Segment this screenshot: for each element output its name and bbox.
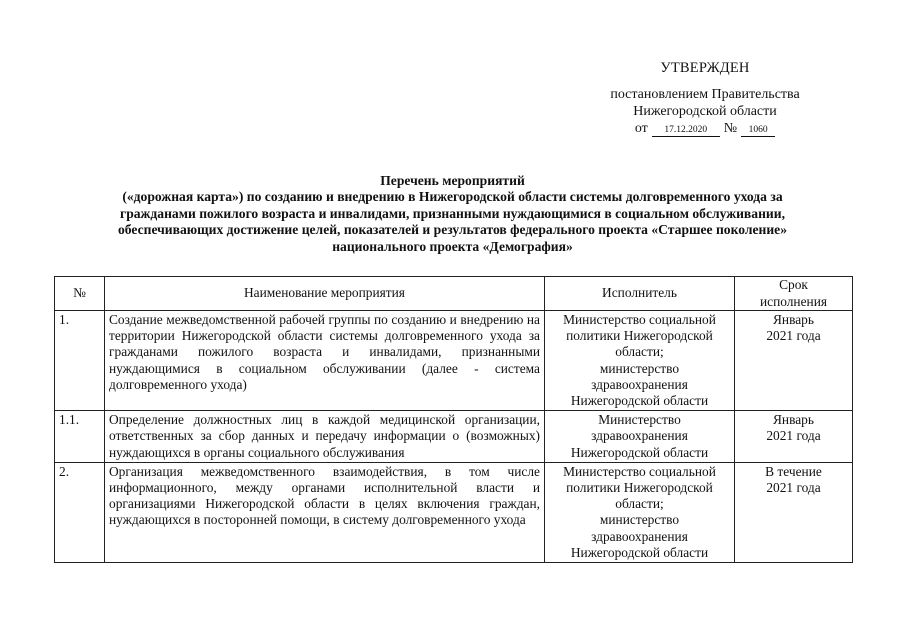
term-line: Январь	[773, 312, 814, 327]
approval-line-2: Нижегородской области	[633, 104, 777, 119]
row-executor	[545, 311, 735, 411]
header-name: Наименование мероприятия	[105, 277, 545, 311]
title-line-1: Перечень мероприятий	[380, 173, 525, 188]
row-num: 2.	[55, 462, 105, 562]
row-executor	[545, 462, 735, 562]
approval-date: 17.12.2020	[652, 124, 720, 137]
executor-line: области;	[615, 344, 664, 360]
events-table	[54, 276, 853, 563]
row-name: Определение должностных лиц в каждой медицинской организации, ответственных за сбор данных и передачу информации о (возможных) нуждающихся в органы социального обслуживания	[105, 411, 545, 463]
executor-line: здравоохранения	[591, 376, 688, 392]
executor-line: Нижегородской области	[570, 393, 709, 409]
term-line: 2021 года	[766, 328, 821, 344]
approval-block	[560, 60, 850, 137]
executor-line: здравоохранения	[591, 428, 688, 444]
title-line-3: гражданами пожилого возраста и инвалидами, признанными нуждающимися в социальном обслуживании,	[120, 205, 785, 221]
header-term-line-2: исполнения	[759, 293, 828, 309]
approval-heading: УТВЕРЖДЕН	[660, 60, 750, 76]
table-row	[55, 411, 853, 463]
header-num: №	[55, 277, 105, 311]
executor-line: политики Нижегородской	[566, 328, 713, 344]
row-name: Создание межведомственной рабочей группы по созданию и внедрению на территории Нижегородской области системы долговременного ухода за гражданами пожилого возраста и инвалидами, признанными нуждающимися в социальном обслуживании (далее - система долговременного ухода)	[105, 311, 545, 411]
document-title	[40, 173, 865, 255]
table-row	[55, 462, 853, 562]
executor-line: Нижегородской области	[570, 444, 709, 460]
title-line-5: национального проекта «Демография»	[332, 238, 573, 254]
executor-line: здравоохранения	[591, 528, 688, 544]
header-term-line-1: Срок	[779, 277, 808, 293]
executor-line: Министерство	[598, 412, 681, 428]
row-num: 1.	[55, 311, 105, 411]
executor-line: министерство	[599, 360, 680, 376]
row-name: Организация межведомственного взаимодействия, в том числе информационного, между органами исполнительной власти и организациями Нижегородской области в целях включения граждан, нуждающихся в посторонней помощи, в систему долговременного ухода	[105, 462, 545, 562]
row-num: 1.1.	[55, 411, 105, 463]
term-line: 2021 года	[766, 480, 821, 496]
header-term	[735, 277, 853, 311]
term-line: Январь	[773, 412, 814, 428]
approval-line-1: постановлением Правительства	[610, 87, 800, 102]
title-line-4: обеспечивающих достижение целей, показателей и результатов федерального проекта «Старшее поколение»	[117, 222, 788, 238]
executor-line: Министерство социальной	[563, 463, 716, 479]
executor-line: Нижегородской области	[570, 544, 709, 560]
table-row	[55, 311, 853, 411]
from-label: от	[634, 121, 648, 136]
row-term	[735, 462, 853, 562]
term-line: 2021 года	[766, 428, 821, 444]
row-term	[735, 311, 853, 411]
approval-number: 1060	[741, 124, 775, 137]
executor-line: области;	[615, 496, 664, 512]
row-executor	[545, 411, 735, 463]
term-line: В течение	[765, 463, 822, 479]
approval-date-number-line	[560, 120, 850, 137]
header-executor: Исполнитель	[545, 277, 735, 311]
executor-line: политики Нижегородской	[566, 480, 713, 496]
row-term	[735, 411, 853, 463]
number-sign: №	[723, 121, 738, 136]
executor-line: Министерство социальной	[563, 312, 716, 327]
table-header-row	[55, 277, 853, 311]
title-line-2: («дорожная карта») по созданию и внедрению в Нижегородской области системы долговременного ухода за	[122, 189, 783, 205]
executor-line: министерство	[599, 512, 680, 528]
